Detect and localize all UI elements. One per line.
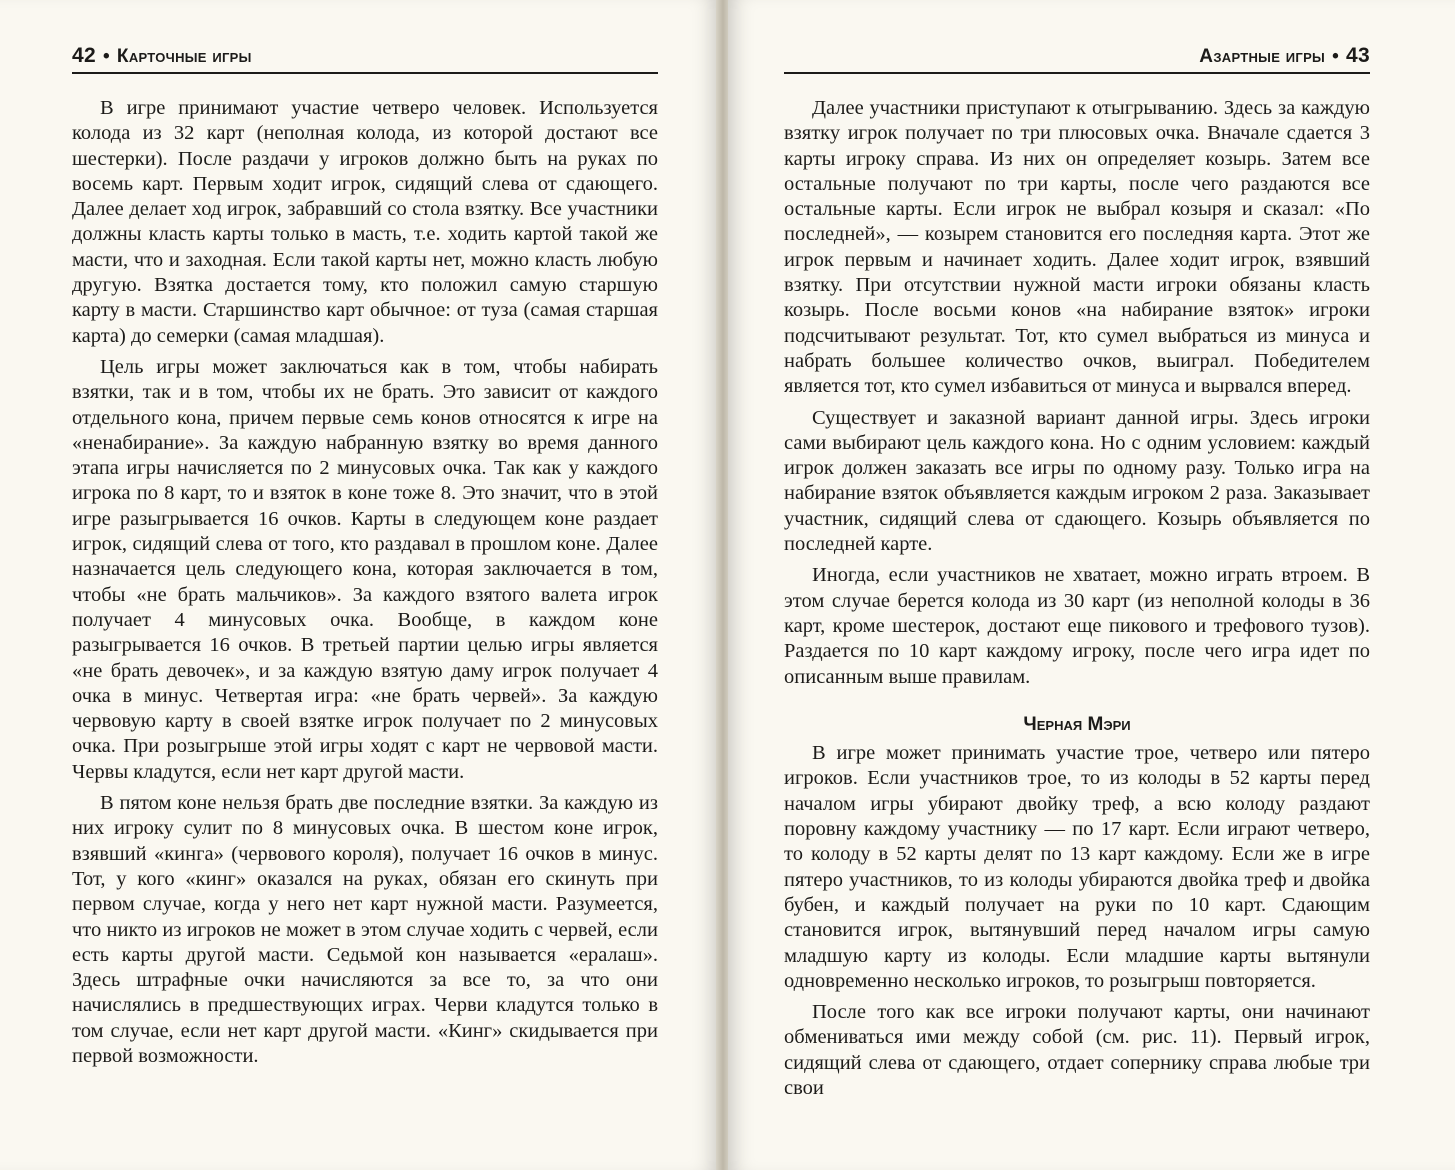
right-page bbox=[728, 0, 1455, 1170]
paragraph: После того как все игроки получают карты, они начинают обмениваться ими между собой (см. рис. 11). Первый игрок, сидящий слева от сдающего, отдает сопернику справа любые три свои bbox=[784, 1001, 1370, 1099]
left-running-header bbox=[72, 44, 658, 74]
header-bullet: • bbox=[102, 46, 110, 67]
paragraph: В игре принимают участие четверо человек. Используется колода из 32 карт (неполная колода, из которой достают все шестерки). После раздачи у игроков должно быть на руках по восемь карт. Первым ходит игрок, сидящий слева от сдающего. Далее делает ход игрок, забравший со стола взятку. Все участники должны класть карты только в масть, т.е. ходить картой такой же масти, что и заходная. Если такой карты нет, можно класть любую другую. Взятка достается тому, кто положил самую старшую карту в масти. Старшинство карт обычное: от туза (самая старшая карта) до семерки (самая младшая). bbox=[72, 97, 658, 347]
header-bullet: • bbox=[1332, 46, 1340, 67]
paragraph: В пятом коне нельзя брать две последние взятки. За каждую из них игроку сулит по 8 минусовых очка. В шестом коне игрок, взявший «кинга» (червового короля), получает 16 очков в минус. Тот, у кого «кинг» оказался на руках, обязан его скинуть при первом случае, когда у него нет карт нужной масти. Разумеется, что никто из игроков не может в этом случае ходить с червей, если есть карты другой масти. Седьмой кон называется «ералаш». Здесь штрафные очки начисляются за все то, за что они начислялись в предшествующих играх. Черви кладутся только в том случае, если нет карт другой масти. «Кинг» скидывается при первой возможности. bbox=[72, 792, 658, 1067]
left-page bbox=[0, 0, 718, 1170]
right-running-header bbox=[784, 44, 1370, 74]
paragraph: Иногда, если участников не хватает, можно играть втроем. В этом случае берется колода из 30 карт (из неполной колоды в 36 карт, кроме шестерок, достают еще пикового и трефового тузов). Раздается по 10 карт каждому игроку, после чего игра идет по описанным выше правилам. bbox=[784, 564, 1370, 688]
left-page-number: 42 bbox=[72, 44, 96, 67]
paragraph: Далее участники приступают к отыгрыванию. Здесь за каждую взятку игрок получает по три плюсовых очка. Вначале сдается 3 карты игроку справа. Из них он определяет козырь. Затем все остальные получают по три карты, после чего раздаются все остальные карты. Если игрок не выбрал козыря и сказал: «По последней», — козырем становится его последняя карта. Этот же игрок первым и начинает ходить. Далее ходит игрок, взявший взятку. При отсутствии нужной масти игроки обязаны класть козырь. После восьми конов «на набирание взяток» игроки подсчитывают результат. Тот, кто сумел выбраться из минуса и набрать большее количество очков, выиграл. Победителем является тот, кто сумел избавиться от минуса и вырвался вперед. bbox=[784, 97, 1370, 398]
paragraph: Существует и заказной вариант данной игры. Здесь игроки сами выбирают цель каждого кона. Но с одним условием: каждый игрок должен заказать все игры по одному разу. Только игра на набирание взяток объявляется каждым игроком 2 раза. Заказывает участник, сидящий слева от сдающего. Козырь объявляется по последней карте. bbox=[784, 406, 1370, 556]
section-heading: Черная Мэри bbox=[1023, 713, 1131, 735]
right-page-body bbox=[784, 96, 1370, 1107]
right-page-number: 43 bbox=[1346, 44, 1370, 67]
left-running-title: Карточные игры bbox=[116, 46, 252, 67]
paragraph: В игре может принимать участие трое, четверо или пятеро игроков. Если участников трое, то из колоды в 52 карты перед началом игры убирают двойку треф, а всю колоду раздают поровну каждому участнику — по 17 карт. Если играют четверо, то колоду в 52 карты делят по 13 карт каждому. Если же в игре пятеро участников, то из колоды убираются двойка треф и двойка бубен, и каждый получает на руки по 10 карт. Сдающим становится игрок, вытянувший перед началом игры самую младшую карту из колоды. Если младшие карты вытянули одновременно несколько игроков, то розыгрыш повторяется. bbox=[784, 742, 1370, 992]
right-running-title: Азартные игры bbox=[1199, 46, 1326, 67]
paragraph: Цель игры может заключаться как в том, чтобы набирать взятки, так и в том, чтобы их не брать. Это зависит от каждого отдельного кона, причем первые семь конов относятся к игре на «ненабирание». За каждую набранную взятку во время данного этапа игры начисляется по 2 минусовых очка. Так как у каждого игрока по 8 карт, то и взяток в коне тоже 8. Это значит, что в этой игре разыгрывается 16 очков. Карты в следующем коне раздает игрок, сидящий слева от того, кто раздавал в прошлом коне. Далее назначается цель следующего кона, которая заключается в том, чтобы «не брать мальчиков». За каждого взятого валета игрок получает 4 минусовых очка. Вообще, в каждом коне разыгрывается 16 очков. В третьей партии целью игры является «не брать девочек», и за каждую взятую даму игрок получает 4 очка в минус. Четвертая игра: «не брать червей». За каждую червовую карту в своей взятке игрок получает по 2 минусовых очка. При розыгрыше этой игры ходят с карт не червовой масти. Червы кладутся, если нет карт другой масти. bbox=[72, 355, 658, 783]
left-page-body bbox=[72, 96, 658, 1075]
